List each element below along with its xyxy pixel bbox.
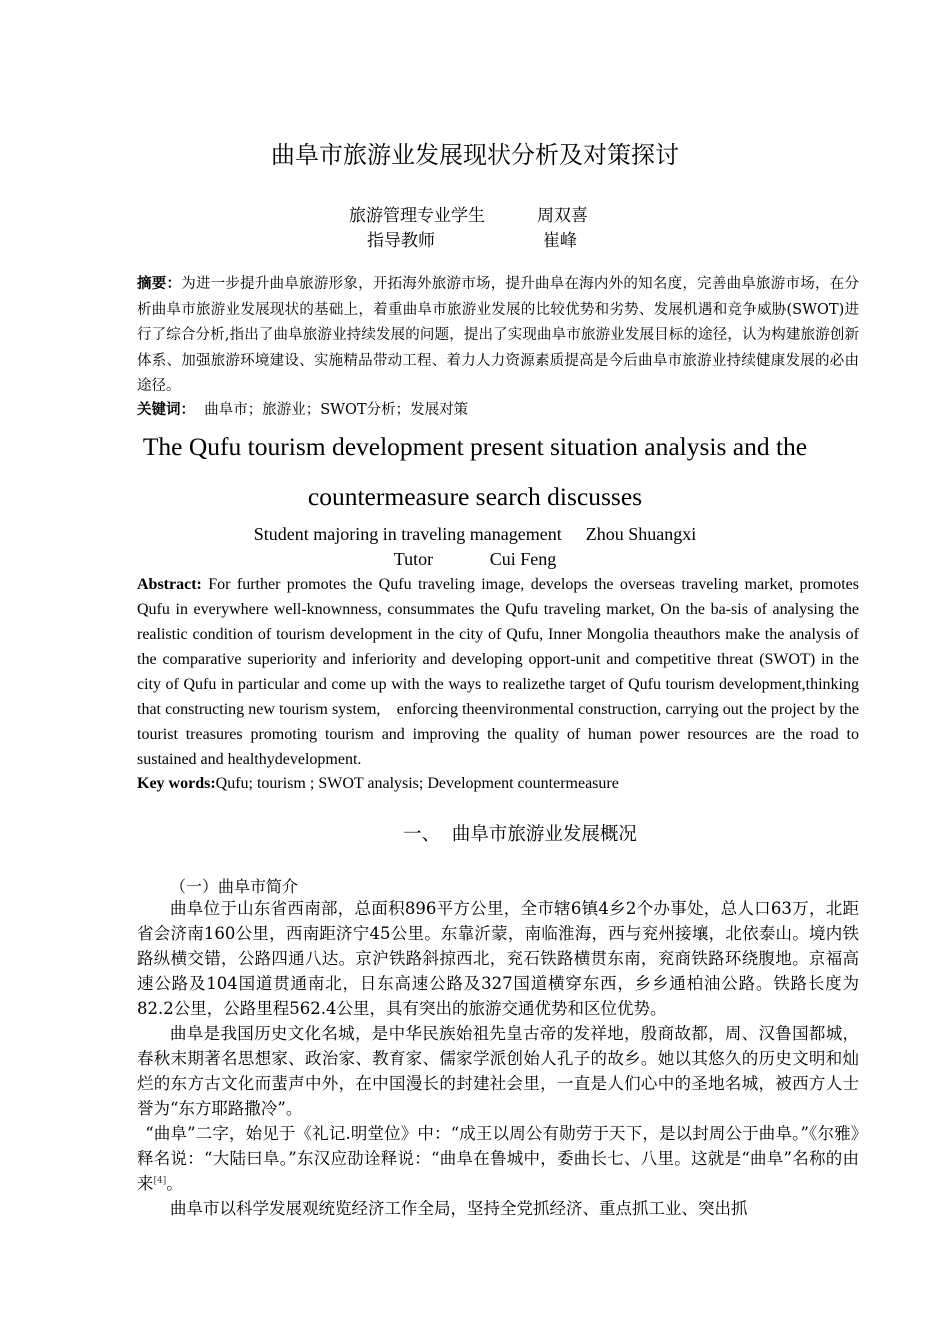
paragraph-tail: 。 — [166, 1174, 183, 1193]
english-abstract-text: For further promotes the Qufu traveling image, develops the overseas traveling market, promotes Qufu in everywhere well-knownness, consummates the Qufu traveling market, On the ba-sis of analysing the realistic condition of tourism development in the city of Qufu, Inner Mongolia theauthors make the analysis of the comparative superiority and inferiority and developing opport-unit and competitive threat (SWOT) in the city of Qufu in particular and come up with the ways to realizethe target of Qufu tourism development,thinking that constructing new tourism system, enforcing theenvironmental construction, carrying out the project by the tourist treasures promoting tourism and improving the quality of human power resources are the road to sustained and healthydevelopment. — [137, 576, 859, 768]
paragraph-text: “曲阜”二字，始见于《礼记.明堂位》中：“成王以周公有勋劳于天下，是以封周公于曲阜。”《尔雅》释名说：“大陆曰阜。”东汉应劭诠释说：“曲阜在鲁城中，委曲长七、八里。这就是“曲阜”名称的由来 — [137, 1124, 859, 1193]
english-student-name: Zhou Shuangxi — [585, 524, 697, 544]
english-title-line-2: countermeasure search discusses — [307, 482, 643, 511]
chinese-keywords — [137, 398, 859, 423]
chinese-keywords-text: 曲阜市；旅游业；SWOT分析；发展对策 — [204, 402, 469, 418]
section-heading: 一、 曲阜市旅游业发展概况 — [403, 824, 637, 845]
body-text — [137, 896, 859, 1221]
tutor-name: 崔峰 — [543, 231, 577, 251]
chinese-abstract-text: 为进一步提升曲阜旅游形象，开拓海外旅游市场，提升曲阜在海内外的知名度，完善曲阜旅游市场，在分析曲阜市旅游业发展现状的基础上，着重曲阜市旅游业发展的比较优势和劣势、发展机遇和竞争威胁(SWOT)进行了综合分析,指出了曲阜旅游业持续发展的问题，提出了实现曲阜市旅游业发展目标的途径，认为构建旅游创新体系、加强旅游环境建设、实施精品带动工程、着力人力资源素质提高是今后曲阜市旅游业持续健康发展的必由途径。 — [137, 276, 859, 394]
paragraph — [137, 1121, 859, 1196]
chinese-author-line — [0, 201, 950, 226]
english-keywords — [137, 771, 859, 796]
paragraph: 曲阜市以科学发展观统览经济工作全局，坚持全党抓经济、重点抓工业、突出抓 — [170, 1199, 748, 1218]
english-abstract — [137, 572, 859, 772]
citation: [4] — [153, 1176, 167, 1186]
chinese-title: 曲阜市旅游业发展现状分析及对策探讨 — [271, 141, 679, 169]
english-tutor-label: Tutor — [393, 549, 434, 569]
paragraph: 曲阜位于山东省西南部，总面积896平方公里，全市辖6镇4乡2个办事处，总人口63万，北距省会济南160公里，西南距济宁45公里。东靠沂蒙，南临淮海，西与兖州接壤，北依泰山。境内铁路纵横交错，公路四通八达。京沪铁路斜掠西北，兖石铁路横贯东南，兖商铁路环绕腹地。京福高速公路及104国道贯通南北，日东高速公路及327国道横穿东西，乡乡通柏油公路。铁路长度为82.2公里，公路里程562.4公里，具有突出的旅游交通优势和区位优势。 — [137, 899, 859, 1018]
english-major-label: Student majoring in traveling management — [253, 524, 562, 544]
paragraph: 曲阜是我国历史文化名城，是中华民族始祖先皇古帝的发祥地，殷商故都，周、汉鲁国都城，春秋末期著名思想家、政治家、教育家、儒家学派创始人孔子的故乡。她以其悠久的历史文明和灿烂的东方古文化而蜚声中外，在中国漫长的封建社会里，一直是人们心中的圣地名城，被西方人士誉为“东方耶路撒冷”。 — [137, 1024, 859, 1118]
english-keywords-label: Key words: — [137, 775, 216, 792]
chinese-abstract — [137, 272, 859, 400]
major-label: 旅游管理专业学生 — [349, 206, 485, 226]
chinese-keywords-label: 关键词： — [137, 402, 195, 418]
tutor-label: 指导教师 — [367, 231, 435, 251]
english-keywords-text: Qufu; tourism ; SWOT analysis; Development countermeasure — [215, 775, 619, 792]
chinese-abstract-label: 摘要： — [137, 276, 182, 292]
english-abstract-label: Abstract: — [137, 576, 202, 593]
english-tutor-line — [0, 549, 950, 570]
english-tutor-name: Cui Feng — [489, 549, 557, 569]
english-title-line-1: The Qufu tourism development present situation analysis and the — [142, 432, 808, 461]
english-author-line — [0, 524, 950, 545]
student-name: 周双喜 — [537, 206, 588, 226]
chinese-tutor-line — [0, 226, 950, 251]
subsection-heading: （一）曲阜市简介 — [170, 877, 299, 896]
